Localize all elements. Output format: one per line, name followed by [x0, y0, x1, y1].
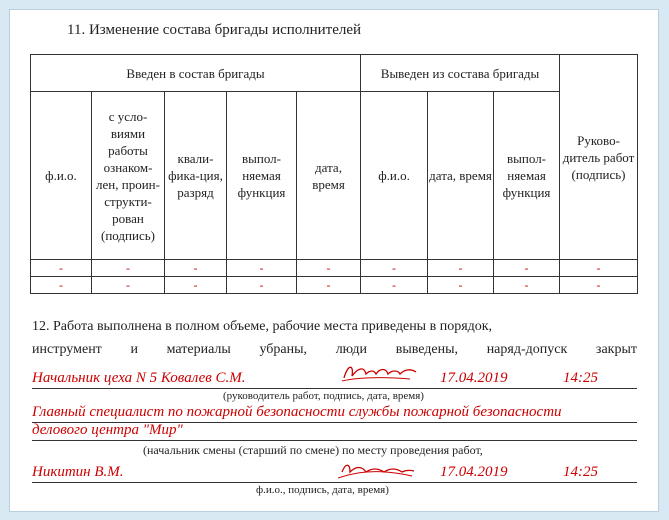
- brigade-changes-table: [30, 54, 638, 294]
- section-12-text-line1: 12. Работа выполнена в полном объеме, рабочие места приведены в порядок,: [32, 319, 493, 334]
- col-function-out-header: выпол-няемая функция: [494, 92, 560, 260]
- supervisor-caption: (руководитель работ, подпись, дата, время): [223, 390, 424, 402]
- group-removed-header: Выведен из состава бригады: [361, 55, 560, 92]
- shift-chief-text-1: Главный специалист по пожарной безопасности службы пожарной безопасности: [32, 404, 562, 420]
- section-12-text-line2: инструмент и материалы убраны, люди выведены, наряд-допуск закрыт: [32, 342, 637, 357]
- executor-time: 14:25: [563, 464, 598, 480]
- table-cell: -: [227, 277, 297, 294]
- table-cell: -: [31, 260, 92, 277]
- table-cell: -: [494, 260, 560, 277]
- col-qualification-header: квали-фика-ция, разряд: [165, 92, 227, 260]
- executor-caption: ф.и.о., подпись, дата, время): [256, 484, 389, 496]
- col-supervisor-header: Руково-дитель работ (подпись): [560, 55, 638, 260]
- table-header-row: [31, 55, 638, 92]
- supervisor-time: 14:25: [563, 370, 598, 386]
- col-function-header: выпол-няемая функция: [227, 92, 297, 260]
- supervisor-signature-icon: [340, 360, 420, 386]
- table-cell: -: [297, 277, 361, 294]
- table-cell: -: [361, 277, 428, 294]
- table-cell: -: [297, 260, 361, 277]
- col-fio-out-header: ф.и.о.: [361, 92, 428, 260]
- table-cell: -: [494, 277, 560, 294]
- shift-chief-text-2: делового центра "Мир": [32, 422, 183, 438]
- table-cell: -: [361, 260, 428, 277]
- executor-signature-icon: [338, 456, 418, 482]
- shift-chief-caption: (начальник смены (старший по смене) по месту проведения работ,: [143, 443, 483, 457]
- executor-date: 17.04.2019: [440, 464, 508, 480]
- table-cell: -: [428, 260, 494, 277]
- col-fio-header: ф.и.о.: [31, 92, 92, 260]
- executor-underline: [32, 482, 637, 483]
- table-cell: -: [560, 260, 638, 277]
- table-cell: -: [428, 277, 494, 294]
- col-datetime-out-header: дата, время: [428, 92, 494, 260]
- executor-name: Никитин В.М.: [32, 464, 124, 480]
- document-sheet: [9, 9, 659, 512]
- table-cell: -: [560, 277, 638, 294]
- section-11-title: 11. Изменение состава бригады исполнителей: [67, 22, 362, 38]
- shift-chief-underline-2: [32, 440, 637, 441]
- table-cell: -: [92, 277, 165, 294]
- col-conditions-header: с усло-виями работы ознаком-лен, проин-структи-рован (подпись): [92, 92, 165, 260]
- supervisor-underline: [32, 388, 637, 389]
- section-12-text: [32, 315, 637, 361]
- table-row: [31, 277, 638, 294]
- table-cell: -: [92, 260, 165, 277]
- supervisor-date: 17.04.2019: [440, 370, 508, 386]
- group-added-header: Введен в состав бригады: [31, 55, 361, 92]
- table-cell: -: [31, 277, 92, 294]
- table-row: [31, 260, 638, 277]
- table-cell: -: [227, 260, 297, 277]
- supervisor-name: Начальник цеха N 5 Ковалев С.М.: [32, 370, 246, 386]
- table-cell: -: [165, 277, 227, 294]
- col-datetime-header: дата, время: [297, 92, 361, 260]
- table-cell: -: [165, 260, 227, 277]
- table-subheader-row: [31, 92, 638, 260]
